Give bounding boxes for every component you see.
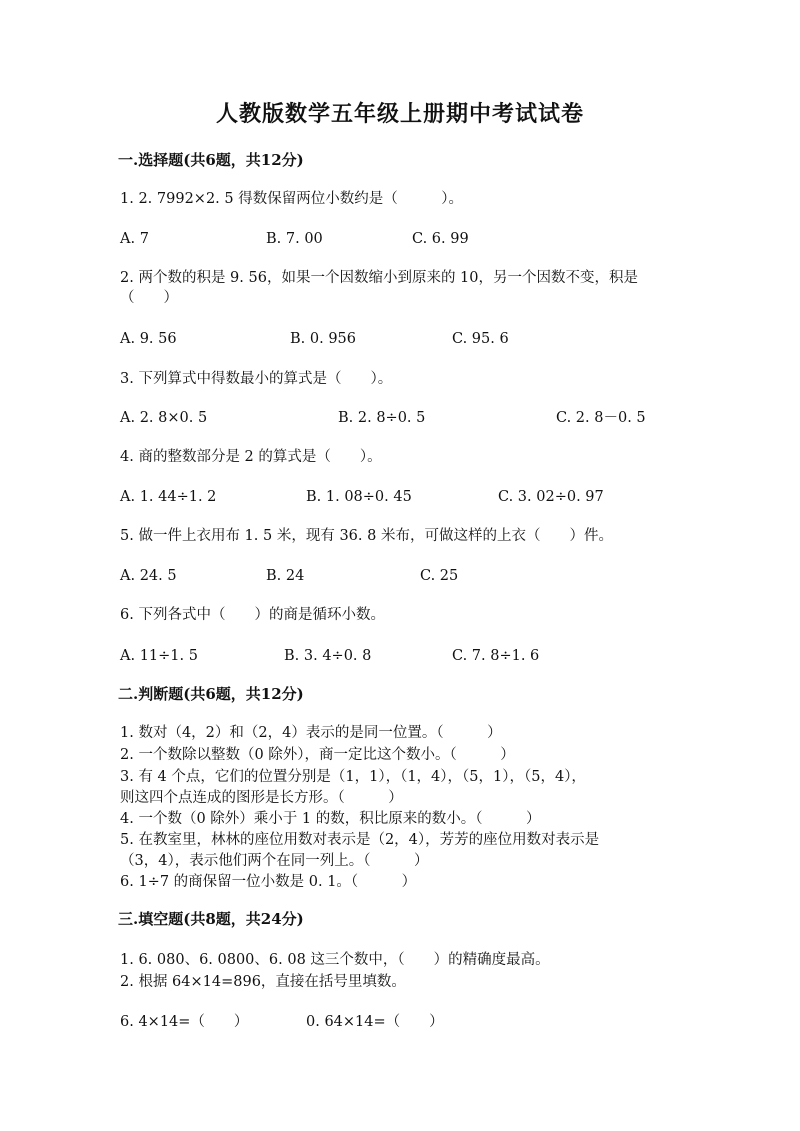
fill-question-1: 1. 6. 080、6. 0800、6. 08 这三个数中，（ ）的精确度最高。 <box>120 952 550 968</box>
judge-question-1: 1. 数对（4，2）和（2，4）表示的是同一位置。（ ） <box>120 725 502 741</box>
question-4-option-a: A. 1. 44÷1. 2 <box>120 489 217 505</box>
fill-question-2-part-b: 0. 64×14=（ ） <box>306 1014 444 1030</box>
question-2-option-c: C. 95. 6 <box>452 331 509 347</box>
question-4-option-b: B. 1. 08÷0. 45 <box>306 489 412 505</box>
question-1-option-a: A. 7 <box>120 231 149 247</box>
question-3-stem: 3. 下列算式中得数最小的算式是（ ）。 <box>120 371 393 387</box>
section-heading-fill: 三.填空题(共8题，共24分) <box>118 910 304 928</box>
judge-question-4: 4. 一个数（0 除外）乘小于 1 的数，积比原来的数小。（ ） <box>120 811 541 827</box>
question-5-option-c: C. 25 <box>420 568 459 584</box>
section-heading-judge: 二.判断题(共6题，共12分) <box>118 685 304 703</box>
judge-question-6: 6. 1÷7 的商保留一位小数是 0. 1。（ ） <box>120 874 417 890</box>
question-5-option-a: A. 24. 5 <box>120 568 177 584</box>
question-1-option-c: C. 6. 99 <box>412 231 469 247</box>
question-3-option-c: C. 2. 8－0. 5 <box>556 410 646 426</box>
question-5-stem: 5. 做一件上衣用布 1. 5 米，现有 36. 8 米布，可做这样的上衣（ ）件。 <box>120 528 613 544</box>
question-1-option-b: B. 7. 00 <box>266 231 323 247</box>
question-3-option-b: B. 2. 8÷0. 5 <box>338 410 426 426</box>
fill-question-2: 2. 根据 64×14=896，直接在括号里填数。 <box>120 974 406 990</box>
question-2-stem-cont: （ ） <box>120 290 178 306</box>
question-1-stem: 1. 2. 7992×2. 5 得数保留两位小数约是（ ）。 <box>120 191 463 207</box>
question-6-option-a: A. 11÷1. 5 <box>120 648 198 664</box>
question-6-option-c: C. 7. 8÷1. 6 <box>452 648 540 664</box>
question-3-option-a: A. 2. 8×0. 5 <box>120 410 208 426</box>
question-6-option-b: B. 3. 4÷0. 8 <box>284 648 372 664</box>
judge-question-3-cont: 则这四个点连成的图形是长方形。（ ） <box>120 790 403 806</box>
section-heading-choice: 一.选择题(共6题，共12分) <box>118 151 304 169</box>
question-6-stem: 6. 下列各式中（ ）的商是循环小数。 <box>120 607 385 623</box>
judge-question-5: 5. 在教室里，林林的座位用数对表示是（2，4），芳芳的座位用数对表示是 <box>120 832 600 848</box>
question-4-stem: 4. 商的整数部分是 2 的算式是（ ）。 <box>120 449 382 465</box>
question-2-stem: 2. 两个数的积是 9. 56，如果一个因数缩小到原来的 10，另一个因数不变，积是 <box>120 270 639 286</box>
judge-question-2: 2. 一个数除以整数（0 除外），商一定比这个数小。（ ） <box>120 747 515 763</box>
question-4-option-c: C. 3. 02÷0. 97 <box>498 489 604 505</box>
judge-question-5-cont: （3，4），表示他们两个在同一列上。（ ） <box>120 853 429 869</box>
judge-question-3: 3. 有 4 个点，它们的位置分别是（1，1），（1，4），（5，1），（5，4）， <box>120 769 586 785</box>
question-5-option-b: B. 24 <box>266 568 305 584</box>
question-2-option-b: B. 0. 956 <box>290 331 356 347</box>
page-title: 人教版数学五年级上册期中考试试卷 <box>215 101 584 127</box>
question-2-option-a: A. 9. 56 <box>120 331 177 347</box>
fill-question-2-part-a: 6. 4×14=（ ） <box>120 1014 249 1030</box>
